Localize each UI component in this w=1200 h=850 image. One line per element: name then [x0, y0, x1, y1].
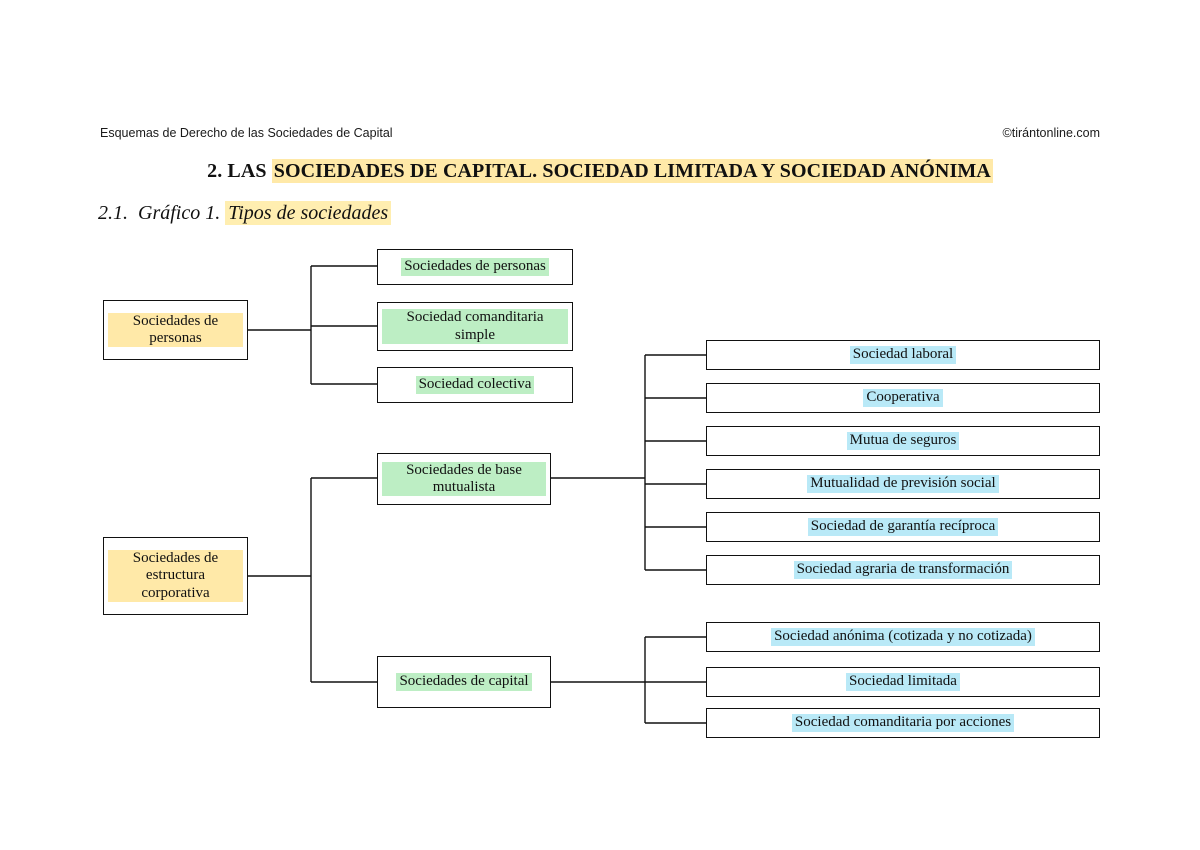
section-number: 2.1.: [98, 202, 128, 224]
page-title-prefix: 2. LAS: [207, 160, 272, 182]
section-label: Gráfico 1.: [138, 202, 221, 224]
node-sociedad-garantia-reciproca[interactable]: [706, 512, 1100, 542]
node-sociedades-de-personas-2[interactable]: [377, 249, 573, 285]
node-sociedades-de-capital[interactable]: [377, 656, 551, 708]
node-label: Sociedades de personas: [401, 258, 549, 275]
node-label: Sociedad limitada: [846, 673, 960, 690]
header-left-text: Esquemas de Derecho de las Sociedades de Capital: [100, 126, 393, 140]
node-mutualidad-prevision-social[interactable]: [706, 469, 1100, 499]
node-label: Mutualidad de previsión social: [807, 475, 998, 492]
node-label: Sociedad anónima (cotizada y no cotizada): [771, 628, 1035, 645]
node-label: Sociedad laboral: [850, 346, 956, 363]
node-sociedad-colectiva[interactable]: [377, 367, 573, 403]
node-sociedad-anonima[interactable]: [706, 622, 1100, 652]
node-sociedad-limitada[interactable]: [706, 667, 1100, 697]
node-sociedades-base-mutualista[interactable]: [377, 453, 551, 505]
node-sociedad-agraria-transformacion[interactable]: [706, 555, 1100, 585]
node-sociedades-de-personas[interactable]: [103, 300, 248, 360]
node-label: Sociedad comanditaria por acciones: [792, 714, 1014, 731]
node-label: Sociedad de garantía recíproca: [808, 518, 998, 535]
node-label: Sociedades de personas: [108, 313, 243, 348]
node-label: Sociedades de capital: [396, 673, 531, 690]
node-sociedad-comanditaria-acciones[interactable]: [706, 708, 1100, 738]
node-sociedades-estructura-corporativa[interactable]: [103, 537, 248, 615]
node-label: Cooperativa: [863, 389, 942, 406]
node-sociedad-laboral[interactable]: [706, 340, 1100, 370]
node-label: Sociedades de base mutualista: [382, 462, 546, 497]
node-sociedad-comanditaria-simple[interactable]: [377, 302, 573, 351]
node-label: Sociedad agraria de transformación: [794, 561, 1013, 578]
section-highlight: Tipos de sociedades: [225, 201, 391, 225]
node-label: Mutua de seguros: [847, 432, 960, 449]
header-right-text: ©tirántonline.com: [1002, 126, 1100, 140]
node-cooperativa[interactable]: [706, 383, 1100, 413]
node-label: Sociedad comanditaria simple: [382, 309, 568, 344]
page-title-highlight: SOCIEDADES DE CAPITAL. SOCIEDAD LIMITADA Y SOCIEDAD ANÓNIMA: [273, 160, 991, 182]
node-label: Sociedades de estructura corporativa: [108, 550, 243, 602]
node-label: Sociedad colectiva: [416, 376, 535, 393]
node-mutua-de-seguros[interactable]: [706, 426, 1100, 456]
